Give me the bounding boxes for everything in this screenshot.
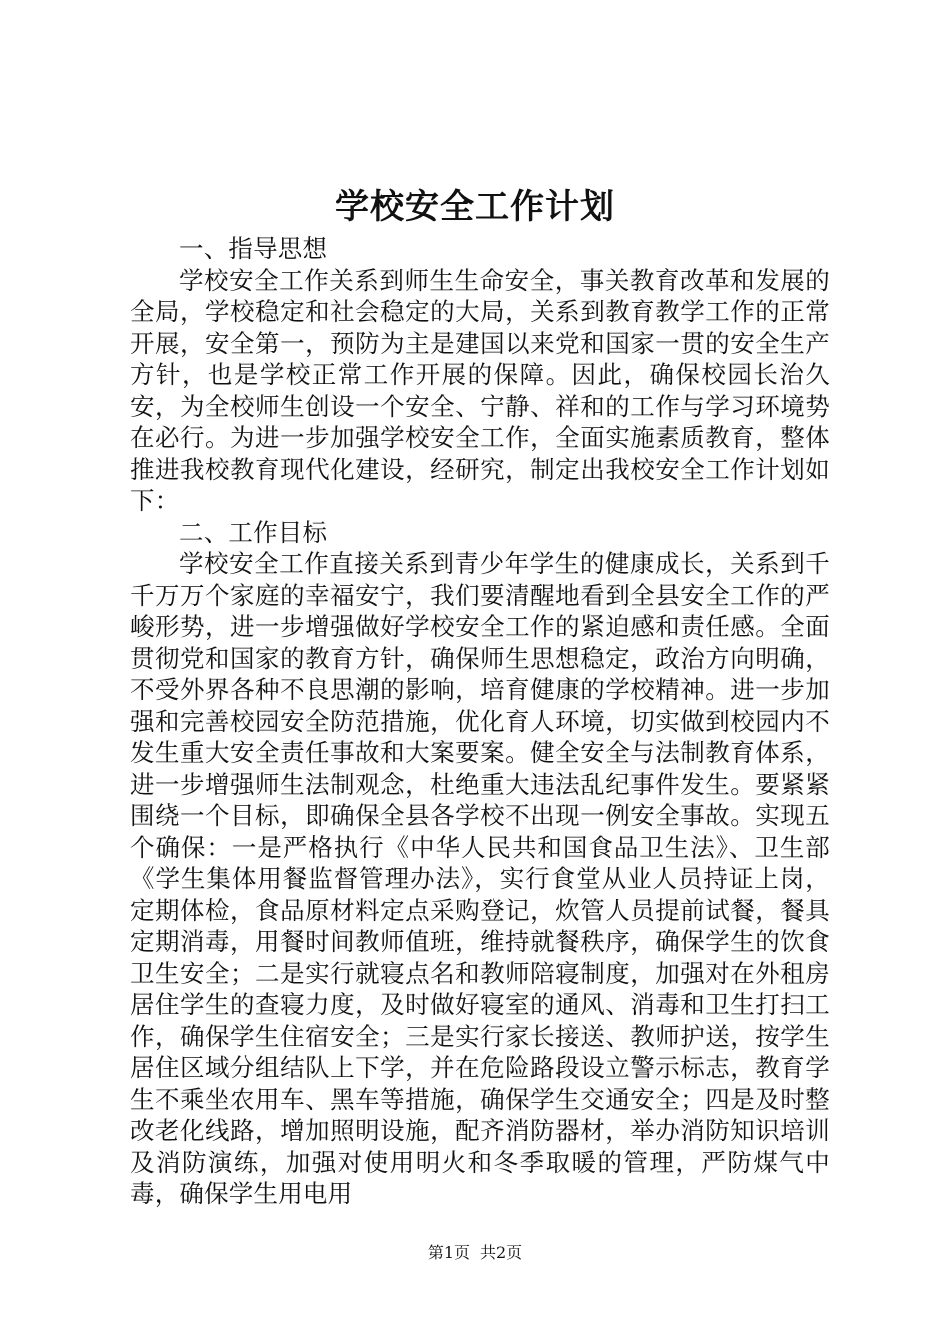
paragraph-guiding-thought: 学校安全工作关系到师生生命安全，事关教育改革和发展的全局，学校稳定和社会稳定的大局，关系到教育教学工作的正常开展，安全第一，预防为主是建国以来党和国家一贯的安全生产方针，也是学校正常工作开展的保障。因此，确保校园长治久安，为全校师生创设一个安全、宁静、祥和的工作与学习环境势在必行。为进一步加强学校安全工作，全面实施素质教育，整体推进我校教育现代化建设，经研究，制定出我校安全工作计划如下： bbox=[130, 265, 830, 515]
page-number: 第1页 bbox=[427, 1243, 470, 1262]
page-total: 共2页 bbox=[480, 1243, 523, 1262]
page-footer bbox=[0, 1241, 950, 1265]
section-heading-guiding-thought: 一、指导思想 bbox=[179, 234, 328, 263]
section-heading-work-goals: 二、工作目标 bbox=[179, 517, 328, 547]
document-body bbox=[130, 233, 830, 1210]
document-title: 学校安全工作计划 bbox=[335, 187, 615, 227]
paragraph-work-goals: 学校安全工作直接关系到青少年学生的健康成长，关系到千千万万个家庭的幸福安宁，我们要清醒地看到全县安全工作的严峻形势，进一步增强做好学校安全工作的紧迫感和责任感。全面贯彻党和国家的教育方针，确保师生思想稳定，政治方向明确，不受外界各种不良思潮的影响，培育健康的学校精神。进一步加强和完善校园安全防范措施，优化育人环境，切实做到校园内不发生重大安全责任事故和大案要案。健全安全与法制教育体系，进一步增强师生法制观念，杜绝重大违法乱纪事件发生。要紧紧围绕一个目标，即确保全县各学校不出现一例安全事故。实现五个确保：一是严格执行《中华人民共和国食品卫生法》、卫生部《学生集体用餐监督管理办法》，实行食堂从业人员持证上岗，定期体检，食品原材料定点采购登记，炊管人员提前试餐，餐具定期消毒，用餐时间教师值班，维持就餐秩序，确保学生的饮食卫生安全；二是实行就寝点名和教师陪寝制度，加强对在外租房居住学生的查寝力度，及时做好寝室的通风、消毒和卫生打扫工作，确保学生住宿安全；三是实行家长接送、教师护送，按学生居住区域分组结队上下学，并在危险路段设立警示标志，教育学生不乘坐农用车、黑车等措施，确保学生交通安全；四是及时整改老化线路，增加照明设施，配齐消防器材，举办消防知识培训及消防演练，加强对使用明火和冬季取暖的管理，严防煤气中毒，确保学生用电用 bbox=[130, 549, 830, 1208]
